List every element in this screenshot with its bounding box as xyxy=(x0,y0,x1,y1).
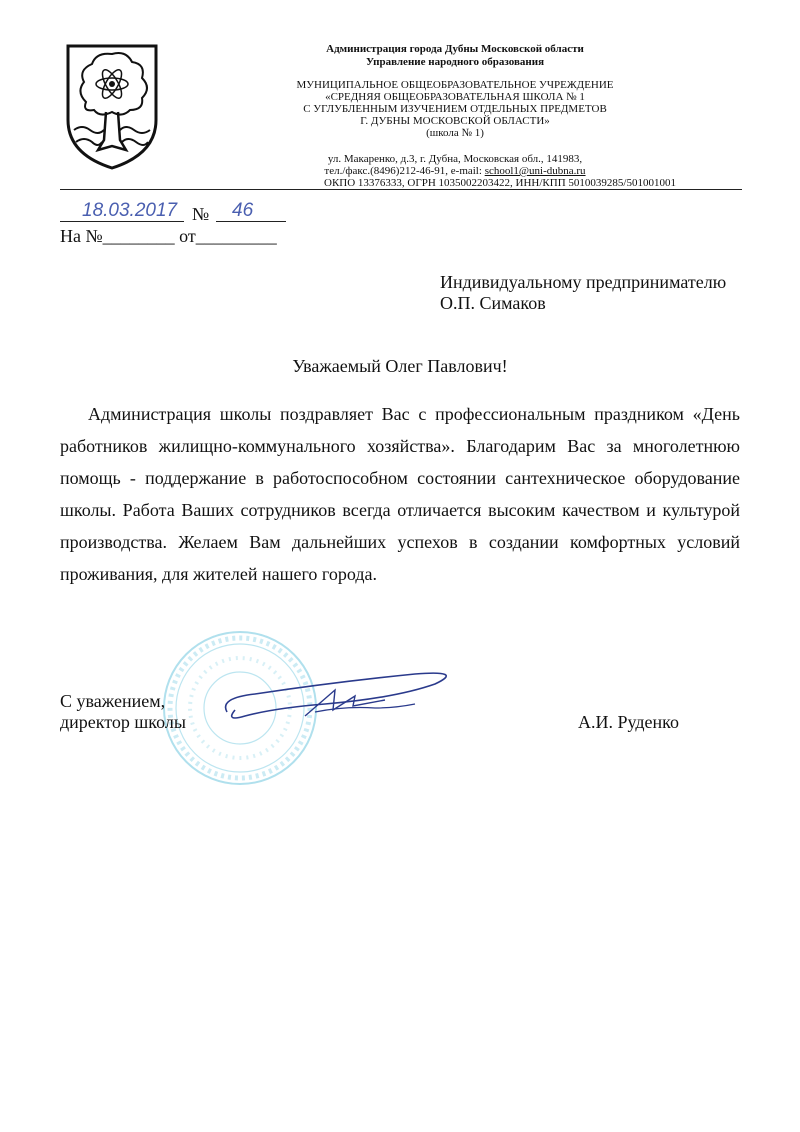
outgoing-reference xyxy=(60,200,300,228)
closing-regards: С уважением, xyxy=(60,691,166,711)
institution-line-4: Г. ДУБНЫ МОСКОВСКОЙ ОБЛАСТИ» xyxy=(360,115,550,127)
reply-reference: На №________ от_________ xyxy=(60,226,277,246)
org-name: Администрация города Дубны Московской области xyxy=(326,43,584,55)
handwritten-date: 18.03.2017 xyxy=(82,200,178,221)
header-divider xyxy=(60,189,742,190)
institution-line-2: «СРЕДНЯЯ ОБЩЕОБРАЗОВАТЕЛЬНАЯ ШКОЛА № 1 xyxy=(325,91,585,103)
institution-line-3: С УГЛУБЛЕННЫМ ИЗУЧЕНИЕМ ОТДЕЛЬНЫХ ПРЕДМЕТОВ xyxy=(303,103,607,115)
number-label: № xyxy=(192,204,210,224)
recipient-name: О.П. Симаков xyxy=(440,293,546,313)
coat-of-arms-emblem xyxy=(64,42,160,172)
signer-position: директор школы xyxy=(60,712,186,732)
registration-codes: ОКПО 13376333, ОГРН 1035002203422, ИНН/КПП 5010039285/501001001 xyxy=(324,177,676,189)
recipient-title: Индивидуальному предпринимателю xyxy=(440,272,727,292)
address-line: ул. Макаренко, д.3, г. Дубна, Московская обл., 141983, xyxy=(327,153,583,165)
salutation: Уважаемый Олег Павлович! xyxy=(292,356,508,376)
letter-body: Администрация школы поздравляет Вас с профессиональным праздником «День работников жилищно-коммунального хозяйства». Благодарим Вас за многолетнюю помощь - поддержание в работоспособном состоянии сантехническое оборудование школы. Работа Ваших сотрудников всегда отличается высоким качеством и культурой производства. Желаем Вам дальнейших успехов в создании комфортных условий проживания, для жителей нашего города. xyxy=(60,404,740,584)
institution-line-5: (школа № 1) xyxy=(426,127,484,139)
contacts-line xyxy=(250,165,660,177)
signer-name: А.И. Руденко xyxy=(578,712,679,732)
institution-line-1: МУНИЦИПАЛЬНОЕ ОБЩЕОБРАЗОВАТЕЛЬНОЕ УЧРЕЖДЕНИЕ xyxy=(296,79,614,91)
director-signature xyxy=(215,660,465,730)
org-department: Управление народного образования xyxy=(365,56,545,68)
handwritten-number: 46 xyxy=(232,200,254,221)
email-link[interactable]: school1@uni-dubna.ru xyxy=(484,165,586,177)
contacts-prefix: тел./факс.(8496)212-46-91, e-mail: xyxy=(324,165,485,177)
